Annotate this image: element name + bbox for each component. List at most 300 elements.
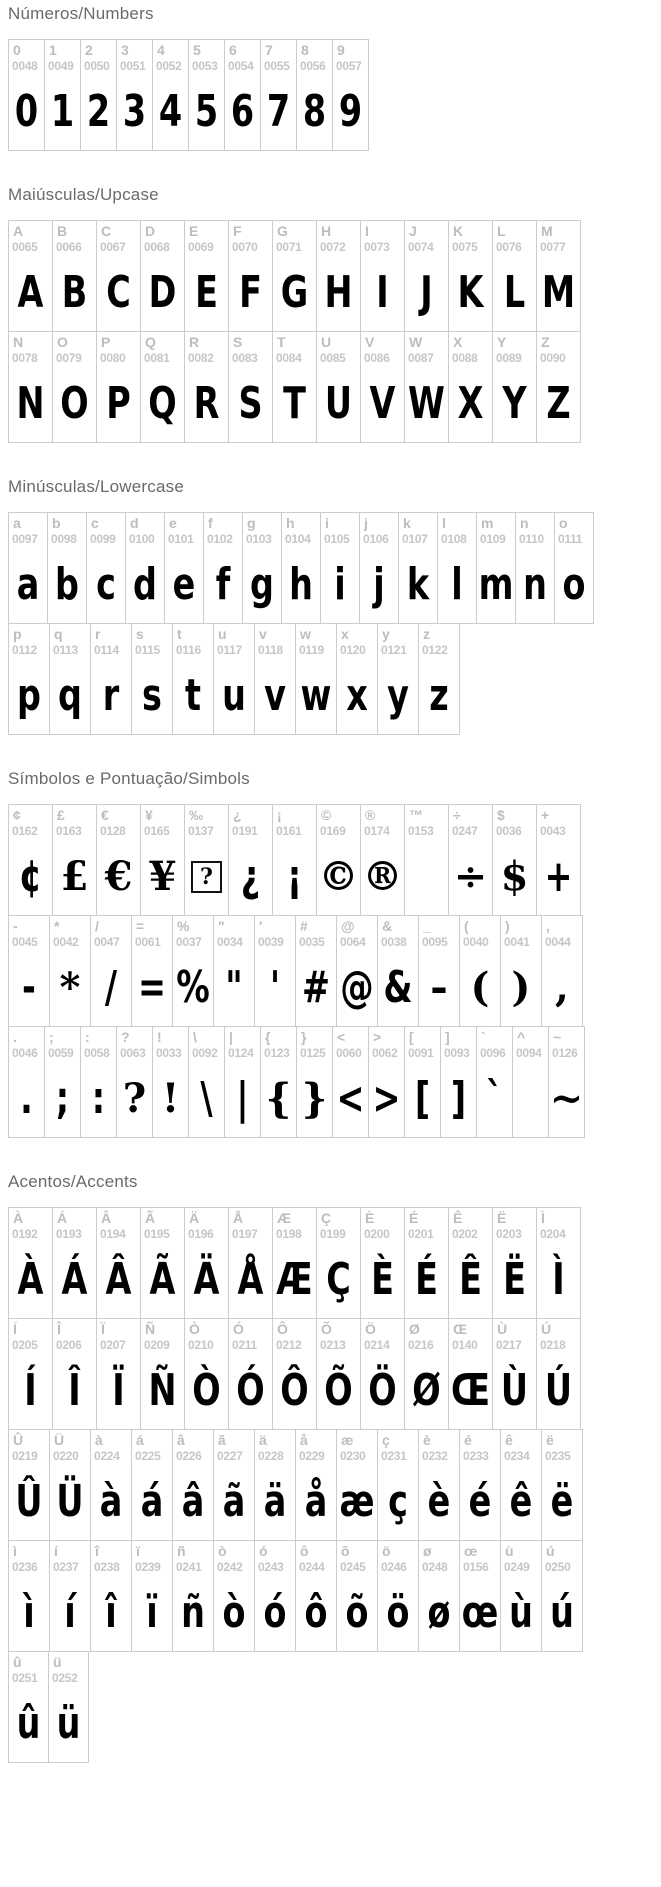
char-label: Ì	[541, 1210, 545, 1226]
glyph-cell	[131, 1540, 173, 1652]
glyph	[234, 838, 267, 915]
char-label: 8	[301, 42, 309, 58]
glyph	[409, 1060, 436, 1137]
glyph	[322, 365, 355, 442]
char-label: ™	[409, 807, 423, 823]
char-code: 0042	[53, 935, 79, 950]
char-code: 0063	[120, 1046, 146, 1061]
glyph	[478, 546, 514, 623]
glyph	[424, 1574, 454, 1651]
glyph	[260, 949, 290, 1026]
char-code: 0059	[48, 1046, 74, 1061]
char-code: 0078	[12, 351, 38, 366]
glyph-cell	[336, 1540, 378, 1652]
glyph-char: s	[142, 669, 162, 721]
glyph-char: E	[195, 266, 218, 318]
glyph-char: I	[376, 266, 389, 318]
glyph-cell	[492, 331, 537, 443]
glyph	[366, 1352, 399, 1429]
glyph	[301, 657, 331, 734]
char-label: Ï	[101, 1321, 105, 1337]
glyph	[365, 546, 394, 623]
glyph	[14, 1685, 44, 1762]
glyph-cell	[131, 1429, 173, 1541]
glyph-char: w	[300, 669, 332, 721]
char-label: ^	[517, 1029, 526, 1045]
glyph	[121, 73, 148, 150]
char-label: ®	[365, 807, 376, 823]
glyph-cell	[80, 39, 117, 151]
char-label: É	[409, 1210, 419, 1226]
char-label: Y	[497, 334, 507, 350]
char-code: 0212	[276, 1338, 302, 1353]
glyph-cell	[172, 1540, 214, 1652]
glyph	[117, 1060, 152, 1137]
char-label: ~	[553, 1029, 562, 1045]
char-label: 5	[193, 42, 201, 58]
glyph	[301, 1574, 331, 1651]
glyph-char: Ã	[149, 1253, 176, 1305]
glyph-char: £	[60, 852, 89, 900]
char-label: f	[208, 515, 213, 531]
glyph-char: î	[105, 1586, 117, 1638]
glyph-cell	[224, 1026, 261, 1138]
glyph-cell	[8, 39, 45, 151]
glyph-cell	[213, 915, 255, 1027]
char-label: )	[505, 918, 510, 934]
glyph-char: )	[511, 963, 531, 1011]
char-label: "	[218, 918, 225, 934]
section-title: Acentos/Accents	[8, 1172, 138, 1191]
glyph-char: x	[346, 669, 368, 721]
glyph-char: ;	[55, 1072, 70, 1124]
char-label: Ê	[453, 1210, 463, 1226]
char-code: 0224	[94, 1449, 120, 1464]
glyph-char: {	[265, 1074, 292, 1122]
glyph-cell	[125, 512, 165, 624]
glyph-row	[8, 1026, 653, 1138]
char-label: î	[95, 1543, 99, 1559]
glyph-cell	[203, 512, 243, 624]
glyph	[322, 1352, 355, 1429]
char-label: P	[101, 334, 111, 350]
glyph-cell	[492, 804, 537, 916]
char-code: 0248	[422, 1560, 448, 1575]
glyph	[547, 1463, 577, 1540]
char-code: 0162	[12, 824, 38, 839]
glyph-cell	[224, 39, 261, 151]
glyph-cell	[536, 804, 581, 916]
glyph-cell	[272, 1318, 317, 1430]
char-label: n	[520, 515, 529, 531]
glyph	[234, 365, 267, 442]
char-label: L	[497, 223, 506, 239]
glyph-char: Ì	[552, 1253, 565, 1305]
section-title: Símbolos e Pontuação/Simbols	[8, 769, 250, 788]
glyph-cell	[404, 804, 449, 916]
char-label: p	[13, 626, 22, 642]
char-label: _	[423, 918, 431, 934]
char-code: 0236	[12, 1560, 38, 1575]
char-code: 0120	[340, 643, 366, 658]
glyph	[261, 1060, 296, 1137]
glyph-cell	[500, 1429, 542, 1541]
char-code: 0165	[144, 824, 170, 839]
char-code: 0121	[381, 643, 407, 658]
char-label: ú	[546, 1543, 555, 1559]
char-code: 0196	[188, 1227, 214, 1242]
glyph	[560, 546, 589, 623]
char-code: 0233	[463, 1449, 489, 1464]
glyph	[190, 1352, 223, 1429]
glyph-cell	[476, 512, 516, 624]
glyph-cell	[8, 512, 48, 624]
char-label: í	[54, 1543, 58, 1559]
char-label: !	[157, 1029, 162, 1045]
char-code: 0106	[363, 532, 389, 547]
glyph-cell	[96, 804, 141, 916]
charmap-section	[8, 769, 653, 1138]
char-label: û	[13, 1654, 22, 1670]
glyph-row	[8, 623, 653, 735]
glyph	[265, 73, 292, 150]
char-code: 0228	[258, 1449, 284, 1464]
char-label: ü	[53, 1654, 62, 1670]
section-title: Números/Numbers	[8, 4, 154, 23]
glyph-char: œ	[461, 1586, 499, 1638]
glyph	[383, 1574, 413, 1651]
glyph	[14, 1241, 47, 1318]
glyph-cell	[96, 220, 141, 332]
glyph	[454, 1241, 487, 1318]
glyph-char: É	[415, 1253, 438, 1305]
char-label: ë	[546, 1432, 554, 1448]
char-code: 0211	[232, 1338, 257, 1353]
glyph-cell	[8, 331, 53, 443]
glyph-char: Â	[105, 1253, 132, 1305]
char-code: 0069	[188, 240, 214, 255]
glyph-cell	[254, 623, 296, 735]
glyph	[542, 254, 575, 331]
glyph-char: %	[176, 961, 210, 1013]
glyph-char: t	[184, 669, 201, 721]
glyph	[542, 1241, 575, 1318]
glyph-cell	[228, 331, 273, 443]
char-code: 0047	[94, 935, 120, 950]
glyph-char: H	[324, 266, 353, 318]
glyph	[190, 365, 223, 442]
char-code: 0098	[51, 532, 77, 547]
glyph-char: v	[264, 669, 286, 721]
glyph-char: <	[336, 1072, 365, 1124]
glyph	[542, 838, 575, 915]
glyph-cell	[492, 220, 537, 332]
char-label: B	[57, 223, 68, 239]
glyph-cell	[554, 512, 594, 624]
glyph-char: A	[17, 266, 44, 318]
glyph-char: e	[172, 558, 196, 610]
glyph-char: è	[427, 1475, 451, 1527]
char-label: Ë	[497, 1210, 507, 1226]
char-label: h	[286, 515, 295, 531]
char-label: g	[247, 515, 256, 531]
glyph-char: ¿	[240, 850, 261, 902]
glyph	[14, 838, 47, 915]
glyph-char: &	[383, 961, 413, 1013]
char-code: 0237	[53, 1560, 79, 1575]
char-label: m	[481, 515, 494, 531]
glyph-cell	[96, 1207, 141, 1319]
char-label: 1	[49, 42, 57, 58]
char-label: 3	[121, 42, 129, 58]
char-code: 0200	[364, 1227, 390, 1242]
glyph-cell	[131, 915, 173, 1027]
glyph	[178, 657, 208, 734]
glyph	[229, 73, 256, 150]
glyph	[137, 1463, 167, 1540]
char-label: Ä	[189, 1210, 200, 1226]
glyph-cell	[8, 915, 50, 1027]
glyph	[424, 657, 454, 734]
char-label: G	[277, 223, 288, 239]
char-label: Ö	[365, 1321, 376, 1337]
glyph	[301, 949, 331, 1026]
glyph-cell	[164, 512, 204, 624]
glyph-row	[8, 39, 653, 151]
glyph-cell	[8, 1207, 53, 1319]
glyph	[55, 1463, 85, 1540]
glyph-cell	[254, 1429, 296, 1541]
glyph-char: ®	[362, 852, 403, 900]
glyph	[234, 254, 267, 331]
char-label: {	[265, 1029, 271, 1045]
char-label: K	[453, 223, 464, 239]
char-label: d	[130, 515, 139, 531]
glyph	[96, 949, 126, 1026]
char-code: 0210	[188, 1338, 214, 1353]
char-code: 0082	[188, 351, 214, 366]
char-label: Ó	[233, 1321, 244, 1337]
glyph-row	[8, 1318, 653, 1430]
glyph	[322, 254, 355, 331]
glyph-cell	[448, 1207, 493, 1319]
glyph-cell	[316, 331, 361, 443]
char-label: &	[382, 918, 393, 934]
char-code: 0101	[168, 532, 194, 547]
glyph-cell	[500, 1540, 542, 1652]
glyph-char: Å	[237, 1253, 264, 1305]
glyph-cell	[116, 1026, 153, 1138]
char-label: è	[423, 1432, 431, 1448]
glyph	[234, 1352, 267, 1429]
glyph-char: =	[137, 961, 167, 1013]
char-code: 0251	[12, 1671, 38, 1686]
glyph-cell	[295, 1429, 337, 1541]
char-label: ‰	[189, 807, 203, 823]
glyph	[521, 546, 550, 623]
char-label: ã	[218, 1432, 226, 1448]
glyph-char: Ï	[112, 1364, 125, 1416]
glyph-cell	[184, 220, 229, 332]
glyph-char: +	[544, 850, 573, 902]
glyph	[146, 365, 179, 442]
glyph-cell	[448, 1318, 493, 1430]
glyph-cell	[152, 1026, 189, 1138]
glyph-char: T	[283, 377, 306, 429]
char-code: 0058	[84, 1046, 110, 1061]
glyph-cell	[188, 1026, 225, 1138]
glyph	[131, 546, 160, 623]
glyph-char: (	[470, 963, 490, 1011]
glyph-cell	[332, 1026, 369, 1138]
glyph-cell	[8, 1540, 50, 1652]
glyph	[361, 838, 404, 915]
glyph-cell	[418, 623, 460, 735]
char-label: õ	[341, 1543, 350, 1559]
glyph	[170, 546, 199, 623]
glyph-char: ï	[146, 1586, 158, 1638]
glyph-cell	[52, 1207, 97, 1319]
char-label: q	[54, 626, 63, 642]
glyph-cell	[476, 1026, 513, 1138]
glyph-cell	[90, 1540, 132, 1652]
char-code: 0125	[300, 1046, 326, 1061]
char-code: 0103	[246, 532, 272, 547]
glyph	[322, 1241, 355, 1318]
char-label: W	[409, 334, 423, 350]
glyph-cell	[316, 1207, 361, 1319]
char-code: 0073	[364, 240, 390, 255]
glyph-char: Û	[15, 1475, 43, 1527]
glyph	[287, 546, 316, 623]
char-code: 0128	[100, 824, 126, 839]
glyph-cell	[336, 623, 378, 735]
char-label: ©	[321, 807, 332, 823]
char-label: =	[136, 918, 145, 934]
glyph-char: 3	[122, 85, 147, 137]
glyph-cell	[8, 1651, 49, 1763]
char-label: 6	[229, 42, 237, 58]
glyph-char: ç	[388, 1475, 408, 1527]
glyph-cell	[49, 915, 91, 1027]
char-code: 0239	[135, 1560, 161, 1575]
char-code: 0066	[56, 240, 82, 255]
glyph	[339, 1463, 375, 1540]
glyph-char: Õ	[324, 1364, 353, 1416]
glyph-char: Æ	[276, 1253, 313, 1305]
char-code: 0068	[144, 240, 170, 255]
glyph-cell	[448, 804, 493, 916]
char-code: 0156	[463, 1560, 489, 1575]
glyph-cell	[332, 39, 369, 151]
glyph-char: ù	[509, 1586, 533, 1638]
charmap-section	[8, 1172, 653, 1763]
char-label: T	[277, 334, 286, 350]
char-code: 0192	[12, 1227, 38, 1242]
glyph-char: ä	[263, 1475, 287, 1527]
char-label: Î	[57, 1321, 61, 1337]
glyph-char: Ò	[192, 1364, 221, 1416]
glyph-cell	[116, 39, 153, 151]
glyph	[278, 838, 311, 915]
glyph-char: Î	[68, 1364, 81, 1416]
char-code: 0232	[422, 1449, 448, 1464]
glyph-char: b	[55, 558, 79, 610]
char-code: 0174	[364, 824, 390, 839]
char-label: é	[464, 1432, 472, 1448]
glyph-char: c	[96, 558, 116, 610]
char-label: z	[423, 626, 430, 642]
char-label: Ñ	[145, 1321, 156, 1337]
glyph-char: z	[429, 669, 449, 721]
char-label: ø	[423, 1543, 432, 1559]
char-code: 0243	[258, 1560, 284, 1575]
char-label: ì	[13, 1543, 17, 1559]
char-label: æ	[341, 1432, 354, 1448]
glyph-char: *	[59, 963, 81, 1011]
glyph-char: ú	[550, 1586, 574, 1638]
char-label: .	[13, 1029, 17, 1045]
glyph-char: ê	[509, 1475, 533, 1527]
glyph-cell	[377, 1540, 419, 1652]
glyph-row	[8, 220, 653, 332]
glyph-char: N	[16, 377, 45, 429]
char-code: 0043	[540, 824, 566, 839]
char-label: 0	[13, 42, 21, 58]
glyph-char: ô	[304, 1586, 328, 1638]
char-code: 0088	[452, 351, 478, 366]
char-label: È	[365, 1210, 375, 1226]
glyph	[102, 365, 135, 442]
glyph-cell	[336, 915, 378, 1027]
char-label: I	[365, 223, 369, 239]
glyph-char: ~	[549, 1074, 584, 1122]
glyph-char: #	[301, 961, 331, 1013]
char-label: N	[13, 334, 24, 350]
glyph-cell	[377, 623, 419, 735]
glyph-char: 4	[158, 85, 183, 137]
glyph-cell	[515, 512, 555, 624]
glyph-char: k	[406, 558, 430, 610]
glyph	[178, 1463, 208, 1540]
char-label: 7	[265, 42, 273, 58]
glyph-char: g	[250, 558, 274, 610]
glyph-char: $	[500, 852, 529, 900]
char-label: J	[409, 223, 417, 239]
glyph-cell	[272, 220, 317, 332]
glyph	[219, 1463, 249, 1540]
glyph-char: í	[64, 1586, 76, 1638]
glyph-cell	[320, 512, 360, 624]
char-label: Ò	[189, 1321, 200, 1337]
glyph	[326, 546, 355, 623]
glyph	[137, 949, 167, 1026]
glyph	[278, 365, 311, 442]
char-code: 0034	[217, 935, 243, 950]
char-code: 0081	[144, 351, 170, 366]
glyph-char: Ä	[193, 1253, 220, 1305]
glyph-cell	[360, 1207, 405, 1319]
glyph-char: Ç	[326, 1253, 351, 1305]
char-code: 0109	[480, 532, 506, 547]
glyph-char: @	[340, 961, 374, 1013]
glyph	[190, 1241, 223, 1318]
char-label: y	[382, 626, 390, 642]
glyph-cell	[360, 1318, 405, 1430]
glyph-cell	[228, 220, 273, 332]
glyph-char: P	[106, 377, 131, 429]
glyph-cell	[398, 512, 438, 624]
